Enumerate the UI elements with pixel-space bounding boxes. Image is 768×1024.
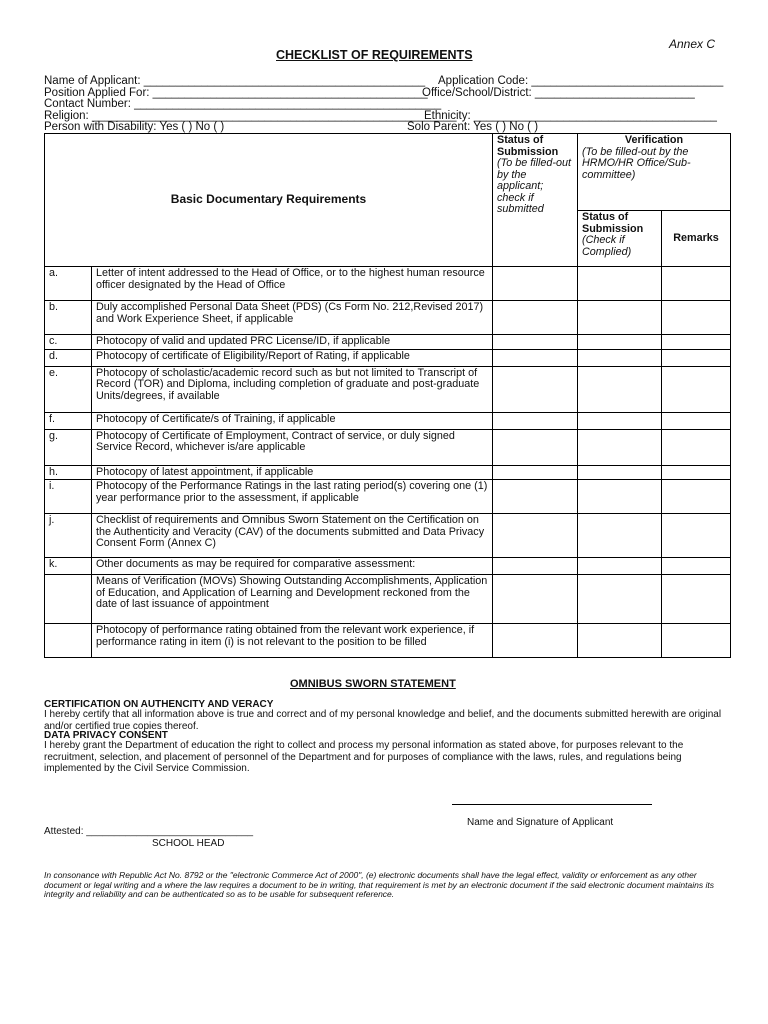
attested-field[interactable]: Attested: ______________________________	[44, 826, 254, 837]
row-status-checkbox[interactable]	[493, 465, 578, 480]
requirements-table	[44, 133, 731, 658]
legal-footnote: In consonance with Republic Act No. 8792 or the "electronic Commerce Act of 2000", (e) electronic documents shall have the legal effect, validity or enforcement as any other document or legal writing and a where the law requires a document to be in writing, that requirement is met by an electronic document if the said electronic document maintains its integrity and reliability and can be authenticated so as to be usable for subsequent reference.	[44, 870, 714, 899]
sub-status-note: (Check if Complied)	[582, 234, 632, 258]
row-letter	[45, 624, 92, 658]
row-verification-checkbox[interactable]	[578, 301, 662, 335]
requirement-row	[45, 349, 731, 366]
requirement-row	[45, 412, 731, 429]
row-status-checkbox[interactable]	[493, 624, 578, 658]
row-verification-checkbox[interactable]	[578, 412, 662, 429]
row-requirement: Photocopy of Certificate of Employment, Contract of service, or duly signed Service Record, whichever is/are applicable	[92, 429, 493, 465]
row-remarks-field[interactable]	[662, 558, 731, 575]
row-status-checkbox[interactable]	[493, 267, 578, 301]
verification-note: (To be filled-out by the HRMO/HR Office/Sub-committee)	[582, 145, 691, 181]
status-header-note: (To be filled-out by the applicant; check if submitted	[497, 157, 572, 215]
row-remarks-field[interactable]	[662, 465, 731, 480]
row-requirement: Photocopy of the Performance Ratings in the last rating period(s) covering one (1) year performance prior to the assessment, if applicable	[92, 480, 493, 514]
row-remarks-field[interactable]	[662, 301, 731, 335]
application-code-field[interactable]: Application Code: ______________________________	[438, 75, 724, 87]
row-letter: e.	[45, 366, 92, 412]
row-verification-checkbox[interactable]	[578, 267, 662, 301]
solo-parent-field[interactable]: Solo Parent: Yes ( ) No ( )	[407, 121, 539, 133]
status-header-title: Status of Submission	[497, 134, 559, 158]
requirement-row	[45, 366, 731, 412]
remarks-header: Remarks	[662, 211, 731, 267]
row-requirement: Means of Verification (MOVs) Showing Outstanding Accomplishments, Application of Education, and Application of Learning and Development reckoned from the date of last issuance of appointment	[92, 575, 493, 624]
row-letter: j.	[45, 514, 92, 558]
row-verification-checkbox[interactable]	[578, 558, 662, 575]
requirement-row	[45, 480, 731, 514]
row-remarks-field[interactable]	[662, 412, 731, 429]
row-remarks-field[interactable]	[662, 575, 731, 624]
row-letter: c.	[45, 335, 92, 350]
ethnicity-field[interactable]: Ethnicity: ______________________________________	[424, 110, 717, 122]
row-requirement: Other documents as may be required for comparative assessment:	[92, 558, 493, 575]
row-requirement: Photocopy of valid and updated PRC License/ID, if applicable	[92, 335, 493, 350]
contact-number-field[interactable]: Contact Number: ________________________________________________	[44, 98, 442, 110]
row-letter: b.	[45, 301, 92, 335]
row-verification-checkbox[interactable]	[578, 575, 662, 624]
row-requirement: Photocopy of scholastic/academic record such as but not limited to Transcript of Record (TOR) and Diploma, including completion of graduate and post-graduate Units/degrees, if available	[92, 366, 493, 412]
row-letter: a.	[45, 267, 92, 301]
sub-status-title: Status of Submission	[582, 211, 644, 235]
row-letter: d.	[45, 349, 92, 366]
requirement-row	[45, 301, 731, 335]
row-status-checkbox[interactable]	[493, 335, 578, 350]
row-requirement: Photocopy of latest appointment, if applicable	[92, 465, 493, 480]
row-requirement: Photocopy of performance rating obtained from the relevant work experience, if performance rating in item (i) is not relevant to the position to be filled	[92, 624, 493, 658]
row-remarks-field[interactable]	[662, 267, 731, 301]
row-verification-checkbox[interactable]	[578, 429, 662, 465]
privacy-text: I hereby grant the Department of education the right to collect and process my personal information as stated above, for purposes relevant to the recruitment, selection, and placement of personnel of the Department and for purposes of compliance with the laws, rules, and regulations being implemented by the Civil Service Commission.	[44, 740, 684, 774]
certification-text: I hereby certify that all information above is true and correct and of my personal knowledge and belief, and the documents submitted herewith are original and/or certified true copies thereof.	[44, 709, 722, 732]
row-status-checkbox[interactable]	[493, 429, 578, 465]
row-remarks-field[interactable]	[662, 366, 731, 412]
row-verification-checkbox[interactable]	[578, 335, 662, 350]
requirement-row	[45, 465, 731, 480]
office-field[interactable]: Office/School/District: _________________________	[422, 87, 695, 99]
requirement-row	[45, 267, 731, 301]
row-verification-checkbox[interactable]	[578, 465, 662, 480]
row-letter: h.	[45, 465, 92, 480]
religion-field[interactable]: Religion: _________________________________________________________	[44, 110, 457, 122]
status-header	[493, 134, 578, 267]
row-requirement: Duly accomplished Personal Data Sheet (PDS) (Cs Form No. 212,Revised 2017) and Work Experience Sheet, if applicable	[92, 301, 493, 335]
row-status-checkbox[interactable]	[493, 412, 578, 429]
row-requirement: Photocopy of certificate of Eligibility/Report of Rating, if applicable	[92, 349, 493, 366]
row-requirement: Checklist of requirements and Omnibus Sworn Statement on the Certification on the Authenticity and Veracity (CAV) of the documents submitted and Data Privacy Consent Form (Annex C)	[92, 514, 493, 558]
row-verification-checkbox[interactable]	[578, 349, 662, 366]
row-status-checkbox[interactable]	[493, 575, 578, 624]
row-verification-checkbox[interactable]	[578, 624, 662, 658]
requirement-row	[45, 514, 731, 558]
row-remarks-field[interactable]	[662, 624, 731, 658]
sub-status-header	[578, 211, 662, 267]
row-verification-checkbox[interactable]	[578, 480, 662, 514]
row-remarks-field[interactable]	[662, 429, 731, 465]
row-status-checkbox[interactable]	[493, 349, 578, 366]
row-letter: k.	[45, 558, 92, 575]
requirement-row	[45, 624, 731, 658]
signature-label: Name and Signature of Applicant	[467, 817, 614, 828]
verification-header	[578, 134, 731, 211]
applicant-name-field[interactable]: Name of Applicant: ____________________________________________	[44, 75, 426, 87]
row-verification-checkbox[interactable]	[578, 366, 662, 412]
requirement-row	[45, 558, 731, 575]
row-remarks-field[interactable]	[662, 349, 731, 366]
row-remarks-field[interactable]	[662, 480, 731, 514]
row-status-checkbox[interactable]	[493, 480, 578, 514]
row-status-checkbox[interactable]	[493, 514, 578, 558]
row-status-checkbox[interactable]	[493, 301, 578, 335]
position-field[interactable]: Position Applied For: ___________________________________________	[44, 87, 428, 99]
row-letter: g.	[45, 429, 92, 465]
pwd-field[interactable]: Person with Disability: Yes ( ) No ( )	[44, 121, 225, 133]
row-remarks-field[interactable]	[662, 514, 731, 558]
requirement-row	[45, 429, 731, 465]
annex-label: Annex C	[669, 37, 716, 51]
row-status-checkbox[interactable]	[493, 366, 578, 412]
row-requirement: Letter of intent addressed to the Head of Office, or to the highest human resource officer designated by the Head of Office	[92, 267, 493, 301]
signature-line	[452, 804, 652, 805]
privacy-heading: DATA PRIVACY CONSENT	[44, 730, 168, 741]
row-remarks-field[interactable]	[662, 335, 731, 350]
sworn-statement-title: OMNIBUS SWORN STATEMENT	[290, 678, 456, 690]
row-letter	[45, 575, 92, 624]
school-head-label: SCHOOL HEAD	[152, 838, 225, 849]
row-requirement: Photocopy of Certificate/s of Training, if applicable	[92, 412, 493, 429]
certification-heading: CERTIFICATION ON AUTHENCITY AND VERACY	[44, 699, 274, 710]
requirements-header: Basic Documentary Requirements	[45, 134, 493, 267]
page-title: CHECKLIST OF REQUIREMENTS	[276, 48, 473, 62]
requirement-row	[45, 575, 731, 624]
verification-title: Verification	[624, 134, 684, 146]
row-letter: f.	[45, 412, 92, 429]
row-verification-checkbox[interactable]	[578, 514, 662, 558]
row-status-checkbox[interactable]	[493, 558, 578, 575]
requirement-row	[45, 335, 731, 350]
row-letter: i.	[45, 480, 92, 514]
